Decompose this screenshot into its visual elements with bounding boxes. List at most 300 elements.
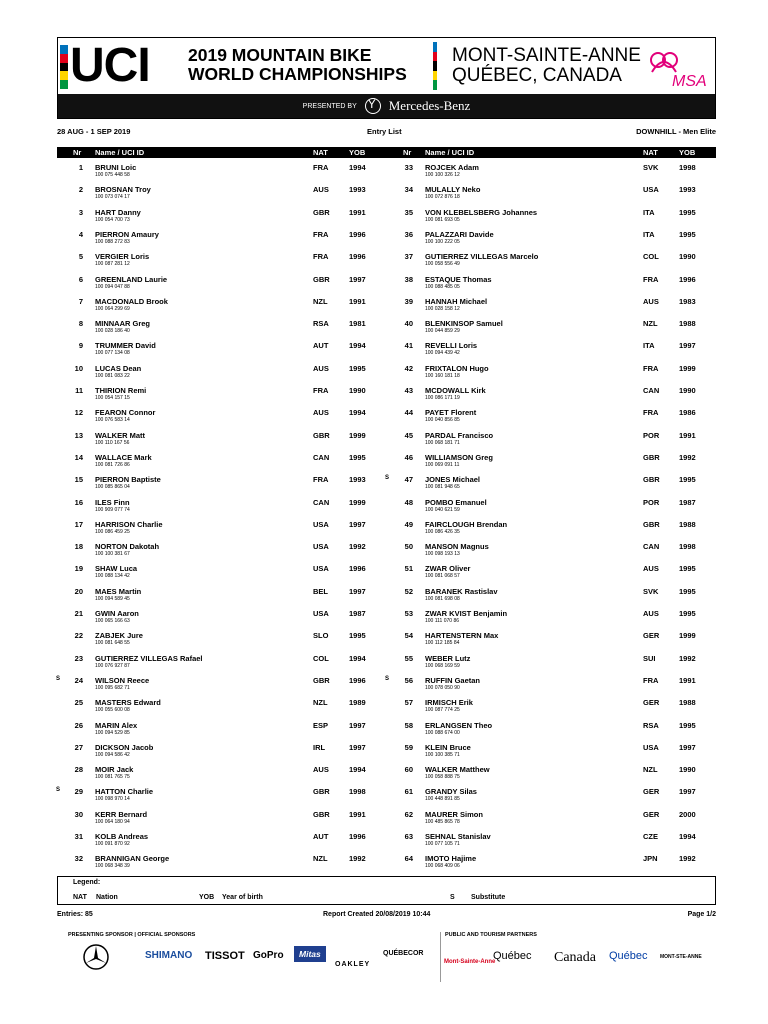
rider-nation: SVK <box>643 163 659 172</box>
rider-name: MASTERS Edward <box>95 698 161 708</box>
uci-id: 100 081 083 22 <box>95 372 130 379</box>
entry-number: 32 <box>74 854 83 864</box>
entry-number: 3 <box>78 207 83 217</box>
rider-nation: GBR <box>643 519 660 529</box>
entry-number: 50 <box>404 542 413 552</box>
uci-id: 100 110 167 56 <box>95 439 130 446</box>
uci-id: 100 040 621 59 <box>425 506 460 513</box>
uci-id: 100 094 586 42 <box>95 751 130 758</box>
entry-number: 5 <box>78 252 83 262</box>
rider-nation: CAN <box>643 386 660 395</box>
table-row <box>57 539 387 561</box>
entry-number: 9 <box>78 341 83 351</box>
rider-nation: GBR <box>313 675 330 685</box>
rider-name: WILSON Reece <box>95 675 150 685</box>
rider-name: HART Danny <box>95 207 141 217</box>
rider-nation: NZL <box>313 854 328 864</box>
rider-nation: FRA <box>643 408 659 418</box>
entry-number: 4 <box>78 229 83 239</box>
uci-id: 100 087 774 25 <box>425 707 460 714</box>
rider-nation: RSA <box>643 720 659 730</box>
rider-name: VERGIER Loris <box>95 252 150 262</box>
quebec-logo: Québec <box>493 950 532 962</box>
legend <box>57 876 716 905</box>
entry-number: 1 <box>78 163 83 172</box>
sub-marker: S <box>385 475 390 482</box>
sponsor-heading-right: PUBLIC AND TOURISM PARTNERS <box>445 932 537 938</box>
table-row <box>387 272 717 294</box>
table-row <box>56 673 390 695</box>
table-row <box>387 851 717 873</box>
event-dates: 28 AUG - 1 SEP 2019 <box>57 127 131 136</box>
uci-id: 100 075 448 58 <box>95 172 130 178</box>
uci-id: 100 088 134 42 <box>95 573 130 580</box>
uci-id: 100 485 865 78 <box>425 818 460 825</box>
rider-name: PALAZZARI Davide <box>425 229 494 239</box>
sub-marker: S <box>56 675 61 682</box>
table-row <box>57 383 387 405</box>
col-yob-left: YOB <box>349 148 366 157</box>
entry-number: 46 <box>404 452 413 462</box>
uci-id: 100 055 600 08 <box>95 707 130 714</box>
rider-name: GUTIERREZ VILLEGAS Rafael <box>95 653 203 663</box>
uci-id: 100 094 047 88 <box>95 283 130 290</box>
entry-number: 49 <box>404 519 413 529</box>
table-row <box>387 160 717 182</box>
uci-id: 100 094 439 42 <box>425 350 460 357</box>
rider-name: BARANEK Rastislav <box>425 586 498 596</box>
entry-number: 37 <box>404 252 413 262</box>
uci-id: 100 068 348 39 <box>95 863 130 870</box>
canada-logo: Canada <box>554 950 596 965</box>
uci-id: 100 072 876 18 <box>425 194 460 201</box>
table-row <box>387 227 717 249</box>
rider-nation: NZL <box>643 765 658 775</box>
col-nat-right: NAT <box>643 148 658 157</box>
rider-yob: 1995 <box>679 229 696 239</box>
rider-yob: 1987 <box>679 497 696 507</box>
rider-name: BROSNAN Troy <box>95 185 151 195</box>
rider-nation: AUT <box>313 341 329 351</box>
entry-number: 57 <box>404 698 413 708</box>
rider-yob: 1988 <box>679 698 696 708</box>
mercedes-star-logo <box>82 943 110 971</box>
rider-yob: 1995 <box>679 475 696 485</box>
uci-id: 100 088 674 00 <box>425 729 460 736</box>
entry-number: 35 <box>404 207 413 217</box>
legend-yob-value: Year of birth <box>222 894 263 901</box>
uci-id: 100 058 888 75 <box>425 774 460 781</box>
table-row <box>57 651 387 673</box>
entry-number: 44 <box>404 408 413 418</box>
uci-id: 100 095 682 71 <box>95 684 130 691</box>
list-title: Entry List <box>367 127 402 136</box>
rider-name: BLENKINSOP Samuel <box>425 319 503 329</box>
rider-name: JONES Michael <box>425 475 481 485</box>
rider-yob: 1994 <box>349 408 366 418</box>
rider-nation: GBR <box>313 430 330 440</box>
rider-name: ZWAR KVIST Benjamin <box>425 609 508 618</box>
rider-yob: 1990 <box>349 386 366 395</box>
rider-name: WALKER Matthew <box>425 765 490 775</box>
uci-id: 100 054 157 15 <box>95 395 130 401</box>
uci-id: 100 054 700 73 <box>95 216 130 223</box>
uci-id: 100 044 859 29 <box>425 328 460 335</box>
uci-id: 100 028 158 12 <box>425 305 460 312</box>
rider-name: IMOTO Hajime <box>425 854 477 864</box>
col-yob-right: YOB <box>679 148 696 157</box>
rider-yob: 1991 <box>349 296 366 306</box>
rider-name: POMBO Emanuel <box>425 497 487 507</box>
uci-id: 100 081 765 75 <box>95 774 130 781</box>
entry-number: 48 <box>404 497 413 507</box>
entry-number: 47 <box>404 475 413 485</box>
table-row <box>57 807 387 829</box>
rider-yob: 1999 <box>349 497 366 507</box>
col-nr-right: Nr <box>403 148 412 157</box>
rider-yob: 1995 <box>679 586 696 596</box>
rider-name: LUCAS Dean <box>95 363 142 373</box>
col-name-right: Name / UCI ID <box>425 148 475 157</box>
rider-name: KOLB Andreas <box>95 832 149 841</box>
rider-yob: 1995 <box>679 609 696 618</box>
rider-name: RUFFIN Gaetan <box>425 675 481 685</box>
table-row <box>57 294 387 316</box>
event-title-line1: 2019 MOUNTAIN BIKE <box>188 45 372 65</box>
table-row <box>387 784 717 806</box>
entry-number: 26 <box>74 720 83 730</box>
rider-nation: FRA <box>313 386 329 395</box>
rider-nation: AUS <box>313 765 329 775</box>
rider-name: WALKER Matt <box>95 430 145 440</box>
rider-yob: 1991 <box>679 430 696 440</box>
rider-nation: NZL <box>313 698 328 708</box>
entries-count: Entries: 85 <box>57 911 93 918</box>
quebec-city-logo: Québec <box>609 950 648 962</box>
rider-name: MOIR Jack <box>95 765 134 775</box>
entry-number: 19 <box>74 564 83 574</box>
entry-number: 25 <box>74 698 83 708</box>
table-row <box>387 383 717 405</box>
rider-yob: 1999 <box>349 430 366 440</box>
rider-yob: 1993 <box>349 475 366 485</box>
rider-yob: 2000 <box>679 809 696 819</box>
table-row <box>57 316 387 338</box>
entry-number: 29 <box>74 787 83 797</box>
rider-name: SHAW Luca <box>95 564 138 574</box>
rider-nation: SUI <box>643 653 656 663</box>
rider-yob: 1981 <box>349 319 366 329</box>
event-banner <box>57 37 716 119</box>
legend-nat-value: Nation <box>96 894 118 901</box>
rider-name: GREENLAND Laurie <box>95 274 168 284</box>
entry-number: 12 <box>74 408 83 418</box>
table-row <box>387 182 717 204</box>
entry-number: 52 <box>404 586 413 596</box>
rider-yob: 1997 <box>349 519 366 529</box>
uci-logo: UCI <box>70 39 150 92</box>
rider-yob: 1992 <box>679 452 696 462</box>
uci-id: 100 064 180 94 <box>95 818 130 825</box>
table-row <box>57 851 387 873</box>
table-row <box>387 606 717 628</box>
table-row <box>387 428 717 450</box>
rider-yob: 1996 <box>679 274 696 284</box>
table-header <box>57 147 716 158</box>
rider-name: PAYET Florent <box>425 408 477 418</box>
uci-id: 100 098 970 14 <box>95 796 130 803</box>
msa-logo-text: MSA <box>672 73 707 90</box>
rider-nation: ITA <box>643 207 655 217</box>
rider-name: THIRION Remi <box>95 386 147 395</box>
rider-nation: GER <box>643 631 660 641</box>
rider-nation: IRL <box>313 742 326 752</box>
entry-number: 2 <box>78 185 83 195</box>
rider-nation: AUS <box>313 185 329 195</box>
rider-yob: 1997 <box>679 742 696 752</box>
uci-id: 100 081 948 65 <box>425 484 460 491</box>
entry-number: 10 <box>74 363 83 373</box>
uci-id: 100 081 068 57 <box>425 573 460 580</box>
rider-name: REVELLI Loris <box>425 341 478 351</box>
entry-number: 24 <box>74 675 83 685</box>
entry-number: 59 <box>404 742 413 752</box>
rider-yob: 1995 <box>349 631 366 641</box>
uci-id: 100 909 077 74 <box>95 506 130 513</box>
rider-yob: 1996 <box>349 564 366 574</box>
entry-number: 30 <box>74 809 83 819</box>
rider-yob: 1995 <box>679 207 696 217</box>
rider-nation: USA <box>313 542 329 552</box>
sub-marker: S <box>385 675 390 682</box>
entry-number: 16 <box>74 497 83 507</box>
entry-number: 27 <box>74 742 83 752</box>
rider-nation: COL <box>643 252 659 262</box>
table-row <box>57 450 387 472</box>
event-title <box>188 46 407 84</box>
rider-nation: FRA <box>313 229 329 239</box>
rider-name: ESTAQUE Thomas <box>425 274 492 284</box>
entry-number: 34 <box>404 185 413 195</box>
rider-yob: 1998 <box>679 163 696 172</box>
entry-number: 39 <box>404 296 413 306</box>
table-row <box>387 316 717 338</box>
table-row <box>57 249 387 271</box>
uci-stripes <box>60 45 68 89</box>
table-row <box>387 495 717 517</box>
table-row <box>57 472 390 494</box>
table-row <box>57 829 387 851</box>
uci-id: 100 076 583 14 <box>95 417 130 424</box>
rider-yob: 1997 <box>349 274 366 284</box>
rider-yob: 1991 <box>679 675 696 685</box>
table-row <box>57 740 387 762</box>
rider-nation: USA <box>313 609 329 618</box>
rider-nation: GBR <box>313 809 330 819</box>
uci-id: 100 094 589 45 <box>95 595 130 602</box>
rider-name: PIERRON Amaury <box>95 229 159 239</box>
tissot-logo: TISSOT <box>205 950 245 962</box>
legend-title: Legend: <box>73 879 101 886</box>
entry-number: 8 <box>78 319 83 329</box>
entry-number: 17 <box>74 519 83 529</box>
rider-yob: 1996 <box>349 252 366 262</box>
uci-id: 100 081 726 86 <box>95 461 130 468</box>
col-nat-left: NAT <box>313 148 328 157</box>
presenter-name: Mercedes-Benz <box>388 98 471 113</box>
uci-id: 100 065 166 63 <box>95 618 130 624</box>
rider-nation: GBR <box>643 452 660 462</box>
mitas-logo: Mitas <box>294 946 326 962</box>
table-row <box>57 338 387 360</box>
table-row <box>387 338 717 360</box>
gopro-logo: GoPro <box>253 950 284 961</box>
uci-id: 100 073 074 17 <box>95 194 130 201</box>
rider-yob: 1998 <box>679 542 696 552</box>
rider-nation: GER <box>643 698 660 708</box>
table-row <box>387 361 717 383</box>
entry-number: 56 <box>404 675 413 685</box>
col-nr-left: Nr <box>73 148 82 157</box>
rider-yob: 1990 <box>679 252 696 262</box>
entry-number: 51 <box>404 564 413 574</box>
entry-number: 64 <box>404 854 413 864</box>
entry-number: 14 <box>74 452 83 462</box>
entry-number: 18 <box>74 542 83 552</box>
rider-name: MAES Martin <box>95 586 142 596</box>
rider-yob: 1992 <box>679 854 696 864</box>
uci-id: 100 040 856 85 <box>425 417 460 424</box>
uci-id: 100 091 870 92 <box>95 841 130 847</box>
uci-id: 100 077 134 08 <box>95 350 130 357</box>
rider-yob: 1993 <box>349 185 366 195</box>
rider-yob: 1997 <box>349 720 366 730</box>
uci-id: 100 100 326 12 <box>425 172 460 178</box>
uci-id: 100 100 381 67 <box>95 551 130 558</box>
rider-nation: JPN <box>643 854 658 864</box>
venue <box>452 46 641 86</box>
table-row <box>387 450 717 472</box>
uci-id: 100 088 272 83 <box>95 238 130 245</box>
rider-nation: ITA <box>643 229 655 239</box>
uci-id: 100 100 385 71 <box>425 751 460 758</box>
rider-yob: 1994 <box>349 653 366 663</box>
rider-name: KLEIN Bruce <box>425 742 471 752</box>
entry-number: 38 <box>404 274 413 284</box>
legend-sub-key: S <box>450 894 455 901</box>
table-row <box>57 695 387 717</box>
uci-id: 100 086 426 35 <box>425 528 460 535</box>
rider-name: TRUMMER David <box>95 341 156 351</box>
rider-nation: USA <box>643 742 659 752</box>
rider-name: FRIXTALON Hugo <box>425 363 489 373</box>
rider-yob: 1993 <box>679 185 696 195</box>
rider-name: MANSON Magnus <box>425 542 489 552</box>
table-row <box>387 249 717 271</box>
table-row <box>57 495 387 517</box>
rider-yob: 1992 <box>349 854 366 864</box>
uci-id: 100 068 169 59 <box>425 662 460 669</box>
uci-id: 100 069 091 11 <box>425 461 460 468</box>
entry-number: 55 <box>404 653 413 663</box>
entry-number: 40 <box>404 319 413 329</box>
rider-nation: CZE <box>643 832 658 841</box>
rider-nation: FRA <box>643 274 659 284</box>
rider-yob: 1988 <box>679 519 696 529</box>
rider-name: ERLANGSEN Theo <box>425 720 493 730</box>
rider-yob: 1992 <box>679 653 696 663</box>
rider-name: NORTON Dakotah <box>95 542 160 552</box>
table-row <box>57 272 387 294</box>
uci-id: 100 076 927 87 <box>95 662 130 669</box>
rider-yob: 1991 <box>349 809 366 819</box>
rider-yob: 1989 <box>349 698 366 708</box>
entry-number: 15 <box>74 475 83 485</box>
entry-number: 13 <box>74 430 83 440</box>
uci-id: 100 111 070 86 <box>425 618 460 624</box>
table-row <box>387 829 717 851</box>
rider-nation: FRA <box>643 675 659 685</box>
entry-number: 28 <box>74 765 83 775</box>
mont-sainte-anne-logo: Mont-Sainte-Anne <box>444 959 496 965</box>
rider-yob: 1995 <box>679 564 696 574</box>
banner-presented-by <box>58 94 715 118</box>
rider-name: WALLACE Mark <box>95 452 152 462</box>
uci-id: 100 085 865 04 <box>95 484 130 491</box>
table-row <box>57 182 387 204</box>
uci-id: 100 100 222 05 <box>425 238 460 245</box>
shimano-logo: SHIMANO <box>145 950 193 961</box>
table-row <box>387 584 717 606</box>
rider-yob: 1995 <box>679 720 696 730</box>
uci-id: 100 087 281 12 <box>95 261 130 268</box>
rider-name: HARRISON Charlie <box>95 519 163 529</box>
rider-nation: GER <box>643 809 660 819</box>
rider-yob: 1990 <box>679 386 696 395</box>
table-row <box>57 561 387 583</box>
rider-nation: POR <box>643 430 660 440</box>
entry-number: 20 <box>74 586 83 596</box>
rider-nation: USA <box>313 564 329 574</box>
rider-name: GRANDY Silas <box>425 787 477 797</box>
rider-yob: 1994 <box>349 341 366 351</box>
rider-name: ZWAR Oliver <box>425 564 471 574</box>
rainbow-bar <box>433 42 437 90</box>
rider-yob: 1997 <box>679 787 696 797</box>
rider-name: IRMISCH Erik <box>425 698 473 708</box>
rider-yob: 1983 <box>679 296 696 306</box>
entry-number: 62 <box>404 809 413 819</box>
entry-number: 36 <box>404 229 413 239</box>
rider-name: ILES Finn <box>95 497 130 507</box>
entry-number: 31 <box>74 832 83 841</box>
table-row <box>387 539 717 561</box>
rider-nation: POR <box>643 497 660 507</box>
rider-name: KERR Bernard <box>95 809 148 819</box>
rider-yob: 1992 <box>349 542 366 552</box>
rider-nation: USA <box>643 185 659 195</box>
rider-nation: FRA <box>313 475 329 485</box>
table-row <box>387 695 717 717</box>
table-row <box>57 718 387 740</box>
table-row <box>57 784 387 806</box>
rider-nation: COL <box>313 653 329 663</box>
rider-name: BRANNIGAN George <box>95 854 170 864</box>
table-row <box>57 361 387 383</box>
rider-yob: 1997 <box>349 586 366 596</box>
table-row <box>387 673 717 695</box>
rider-yob: 1997 <box>679 341 696 351</box>
